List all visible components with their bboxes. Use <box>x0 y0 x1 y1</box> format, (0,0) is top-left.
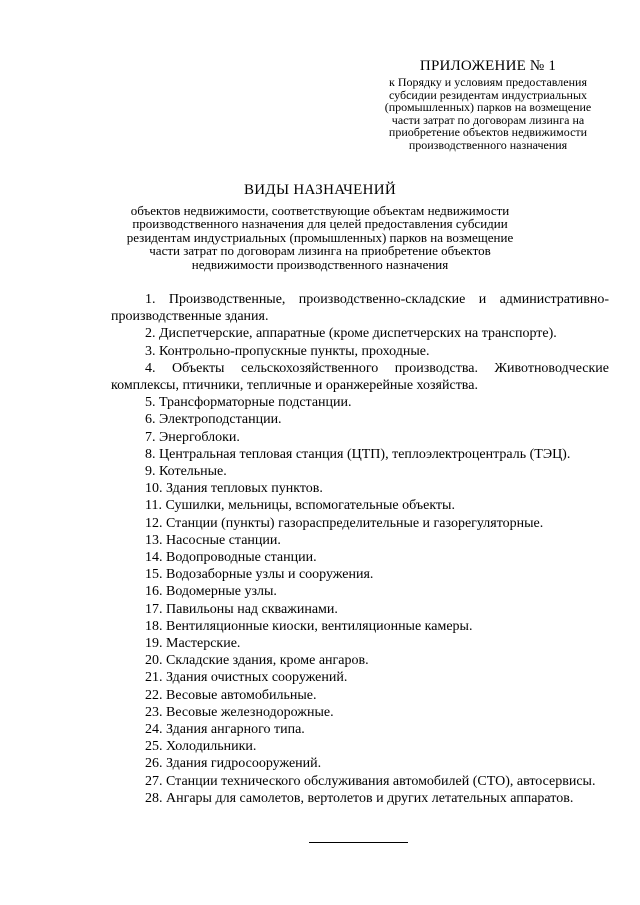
appendix-title: ПРИЛОЖЕНИЕ № 1 <box>419 58 557 74</box>
list-item: 3. Контрольно-пропускные пункты, проходные. <box>145 343 430 359</box>
appendix-subtitle <box>368 76 608 152</box>
list-item: 16. Водомерные узлы. <box>145 584 277 600</box>
list-item: 10. Здания тепловых пунктов. <box>145 481 323 497</box>
subtitle-line: объектов недвижимости, соответствующие объектам недвижимости <box>130 203 510 218</box>
list-item: 14. Водопроводные станции. <box>145 550 317 566</box>
list-item: 20. Складские здания, кроме ангаров. <box>145 653 369 669</box>
list-item: 6. Электроподстанции. <box>145 412 282 428</box>
appendix-line: производственного назначения <box>408 137 568 152</box>
list-item: 11. Сушилки, мельницы, вспомогательные объекты. <box>145 498 455 514</box>
list-item: 28. Ангары для самолетов, вертолетов и других летательных аппаратов. <box>145 790 574 806</box>
list-item: 22. Весовые автомобильные. <box>145 687 317 703</box>
appendix-line: приобретение объектов недвижимости <box>388 125 588 140</box>
list-item: 8. Центральная тепловая станция (ЦТП), теплоэлектроцентраль (ТЭЦ). <box>145 446 571 462</box>
appendix-line: к Порядку и условиям предоставления <box>389 75 587 89</box>
list-item: 18. Вентиляционные киоски, вентиляционные камеры. <box>145 618 473 634</box>
subtitle-line: недвижимости производственного назначения <box>191 256 449 272</box>
appendix-line: (промышленных) парков на возмещение <box>384 100 592 115</box>
list-item: 7. Энергоблоки. <box>145 429 240 445</box>
list-item: 1. Производственные, производственно-складские и административно-производственные здания. <box>111 292 609 325</box>
list-item: 5. Трансформаторные подстанции. <box>145 395 352 411</box>
list-item: 25. Холодильники. <box>145 739 257 755</box>
list-item: 12. Станции (пункты) газораспределительные и газорегуляторные. <box>145 515 544 531</box>
subtitle-line: резидентам индустриальных (промышленных) парков на возмещение <box>126 229 514 245</box>
list-item: 15. Водозаборные узлы и сооружения. <box>145 567 374 583</box>
appendix-header <box>368 57 608 152</box>
list-item: 24. Здания ангарного типа. <box>145 722 305 738</box>
end-divider <box>309 842 408 843</box>
list-item: 27. Станции технического обслуживания автомобилей (СТО), автосервисы. <box>145 773 596 789</box>
document-title: ВИДЫ НАЗНАЧЕНИЙ <box>243 182 396 198</box>
subtitle-line: части затрат по договорам лизинга на приобретение объектов <box>149 243 491 259</box>
purpose-list <box>111 291 609 807</box>
appendix-line: субсидии резидентам индустриальных <box>388 87 588 102</box>
list-item: 2. Диспетчерские, аппаратные (кроме диспетчерских на транспорте). <box>145 326 557 342</box>
subtitle-line: производственного назначения для целей предоставления субсидии <box>132 216 508 232</box>
list-item: 19. Мастерские. <box>145 636 241 652</box>
document-subtitle <box>120 204 520 271</box>
list-item: 9. Котельные. <box>145 464 227 480</box>
list-item: 13. Насосные станции. <box>145 532 281 548</box>
list-item: 4. Объекты сельскохозяйственного производства. Животноводческие комплексы, птичники, тепличные и оранжерейные хозяйства. <box>111 360 609 394</box>
list-item: 17. Павильоны над скважинами. <box>145 601 338 617</box>
list-item: 26. Здания гидросооружений. <box>145 756 322 772</box>
appendix-line: части затрат по договорам лизинга на <box>391 112 585 127</box>
list-item: 23. Весовые железнодорожные. <box>145 704 334 720</box>
list-item: 21. Здания очистных сооружений. <box>145 670 348 686</box>
